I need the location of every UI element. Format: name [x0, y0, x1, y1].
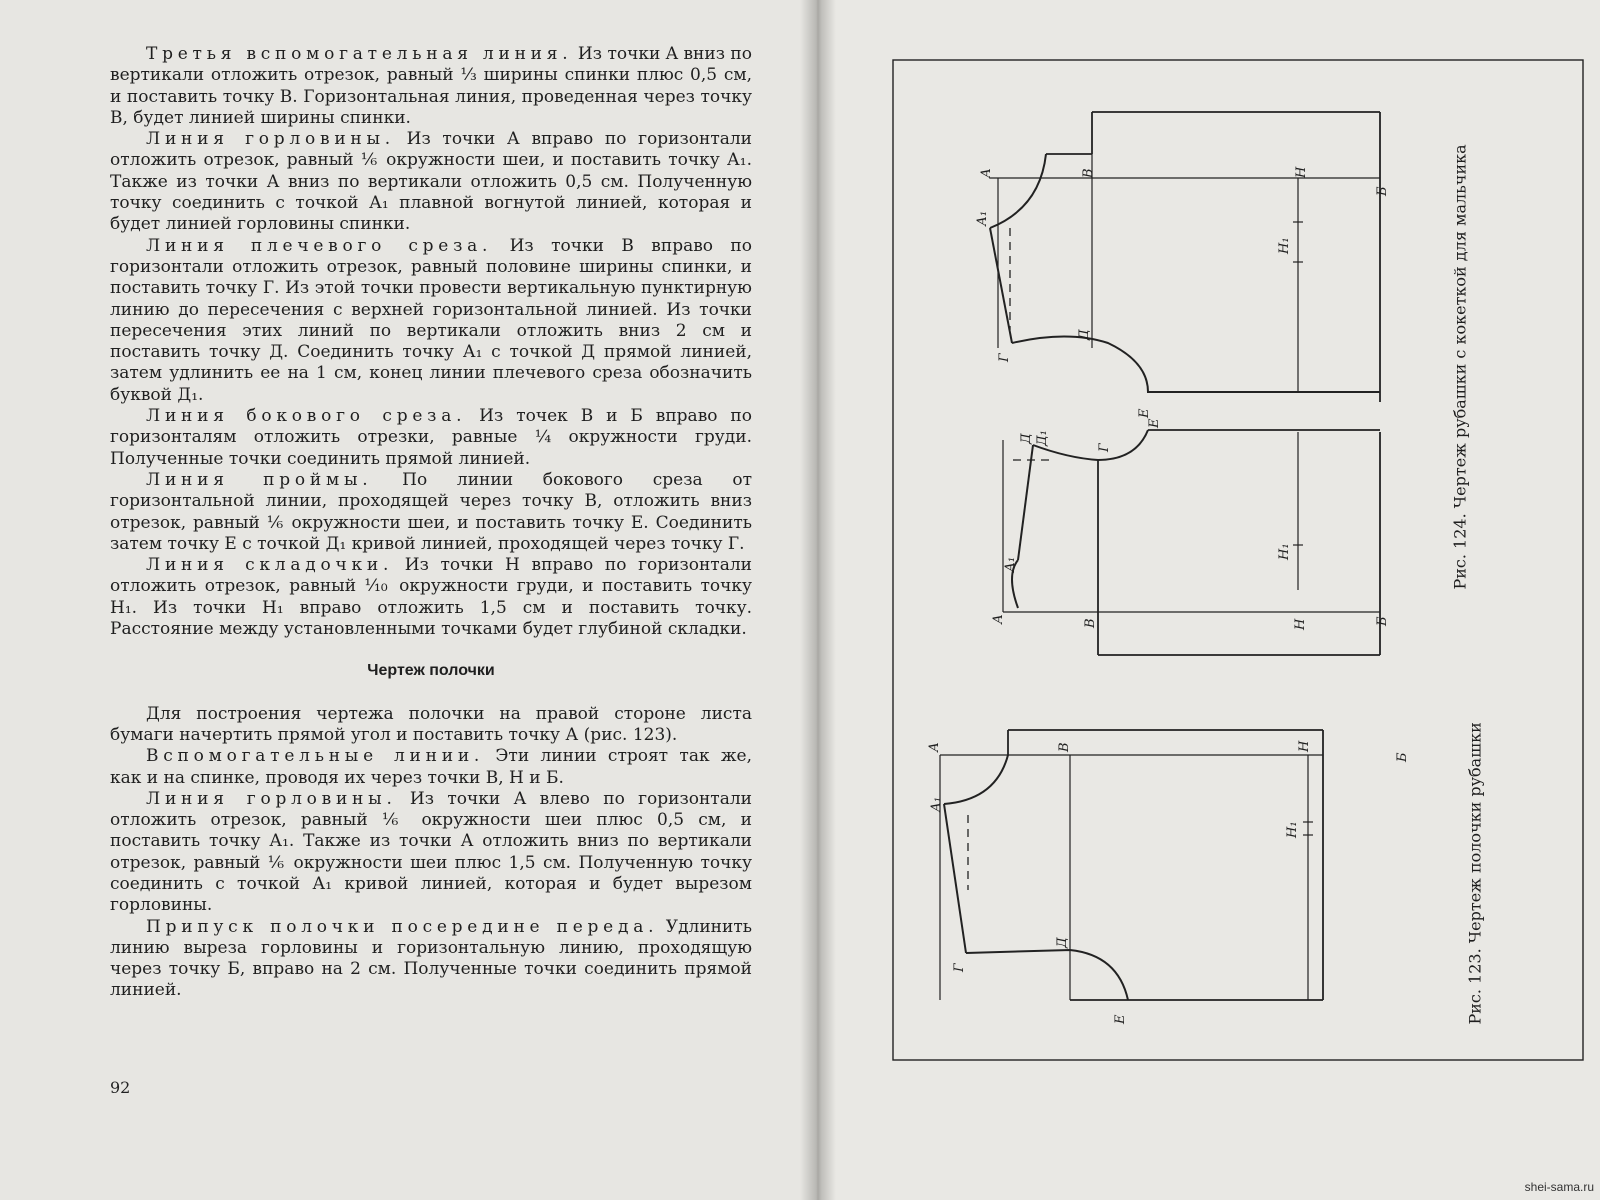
body-text [110, 44, 752, 1002]
paragraph: Для построения чертежа полочки на правой стороне листа бумаги начертить прямой угол и поставить точку А (рис. 123). [110, 703, 752, 745]
label-E: Е [1147, 418, 1162, 428]
label-D1: Д₁ [1035, 430, 1050, 446]
label-H-lower: Н [1293, 618, 1308, 630]
label-Bb: Б [1375, 186, 1390, 196]
paragraph: Линия плечевого среза. Из точки В вправо по горизонтали отложить отрезок, равный половине ширины спинки, и поставить точку Г. Из этой точки провести вертикальную пунктирную линию до пересечения с верхней горизонтальной линией. Из точки пересечения этих линий по вертикали отложить вниз 2 см и поставить точку Д. Соединить точку А₁ с точкой Д прямой линией, затем удлинить ее на 1 см, конец линии плечевого среза обозначить буквой Д₁. [110, 235, 752, 405]
paragraph: Припуск полочки посередине переда. Удлинить линию выреза горловины и горизонтальную линию, проходящую через точку Б, вправо на 2 см. Полученные точки соединить прямой линией. [110, 916, 753, 1001]
label-H1: Н₁ [1277, 237, 1292, 254]
label-A-123: А [927, 742, 942, 752]
label-G: Г [997, 353, 1012, 362]
paragraph: Линия проймы. По линии бокового среза от горизонтальной линии, проходящей через точку В, отложить вниз отрезок, равный ⅙ окружности шеи, и поставить точку Е. Соединить затем точку Е с точкой Д₁ кривой линией, проходящей через точку Г. [110, 469, 752, 554]
caption-fig124: Рис. 124. Чертеж рубашки с кокеткой для мальчика [1450, 144, 1470, 590]
label-D-123: Д [1055, 937, 1070, 948]
section-heading: Чертеж полочки [367, 662, 495, 680]
fig124-back [990, 112, 1380, 402]
label-A1-123: А₁ [929, 796, 944, 812]
label-B: В [1081, 168, 1096, 178]
paragraph: Линия горловины. Из точки А вправо по горизонтали отложить отрезок, равный ⅙ окружности шеи, и поставить точку А₁. Также из точки А вниз по вертикали отложить 0,5 см. Полученную точку соединить с точкой А₁ плавной вогнутой линией, которая и будет линией горловины спинки. [110, 129, 752, 235]
paragraph: Линия бокового среза. Из точек В и Б вправо по горизонталям отложить отрезки, равные ¼ окружности груди. Полученные точки соединить прямой линией. [110, 406, 752, 469]
label-E-123: Е [1113, 1014, 1128, 1024]
caption-fig123: Рис. 123. Чертеж полочки рубашки [1465, 722, 1485, 1025]
label-D-lower: Д [1019, 433, 1034, 444]
label-A1: А₁ [975, 210, 990, 226]
label-Bb-lower: Б [1375, 616, 1390, 626]
label-A: А [979, 168, 994, 178]
label-A1-lower: А₁ [1003, 556, 1018, 572]
paragraph: Третья вспомогательная линия. Из точки A вниз по вертикали отложить отрезок, равный ⅓ ширины спинки плюс 0,5 см, и поставить точку В. Горизонтальная линия, проведенная через точку В, будет линией ширины спинки. [110, 44, 752, 128]
paragraph: Линия складочки. Из точки Н вправо по горизонтали отложить отрезок, равный ⅒ окружности груди, и поставить точку Н₁. Из точки Н₁ вправо отложить 1,5 см и поставить точку. Расстояние между установленными точками будет глубиной складки. [110, 555, 752, 640]
label-H1-123: Н₁ [1285, 821, 1300, 838]
label-A-lower: А [991, 614, 1006, 624]
fig124-front [1003, 430, 1380, 655]
paragraph: Вспомогательные линии. Эти линии строят так же, как и на спинке, проводя их через точки В, Н и Б. [110, 746, 753, 788]
label-G-lower: Г [1097, 443, 1112, 452]
label-D: Д [1077, 329, 1092, 340]
label-E2: Е [1137, 408, 1152, 418]
label-H1-lower: Н₁ [1277, 543, 1292, 560]
label-G-123: Г [952, 963, 967, 972]
watermark: shei-sama.ru [1524, 1180, 1594, 1194]
label-Bb-123: Б [1395, 752, 1410, 762]
point-labels [927, 166, 1410, 1025]
page-number: 92 [110, 1078, 131, 1097]
label-H-123: Н [1297, 740, 1312, 752]
paragraph: Линия горловины. Из точки А влево по горизонтали отложить отрезок, равный ⅙ окружности шеи плюс 0,5 см, и поставить точку А₁. Также из точки А отложить вниз по вертикали отрезок, равный ⅙ окружности шеи плюс 1,5 см. Полученную точку соединить с точкой А₁ кривой линией, которая и будет вырезом горловины. [110, 788, 752, 916]
fig123 [940, 730, 1323, 1000]
label-H: Н [1294, 166, 1309, 178]
label-B-lower: В [1083, 618, 1098, 628]
label-B-123: В [1057, 742, 1072, 752]
